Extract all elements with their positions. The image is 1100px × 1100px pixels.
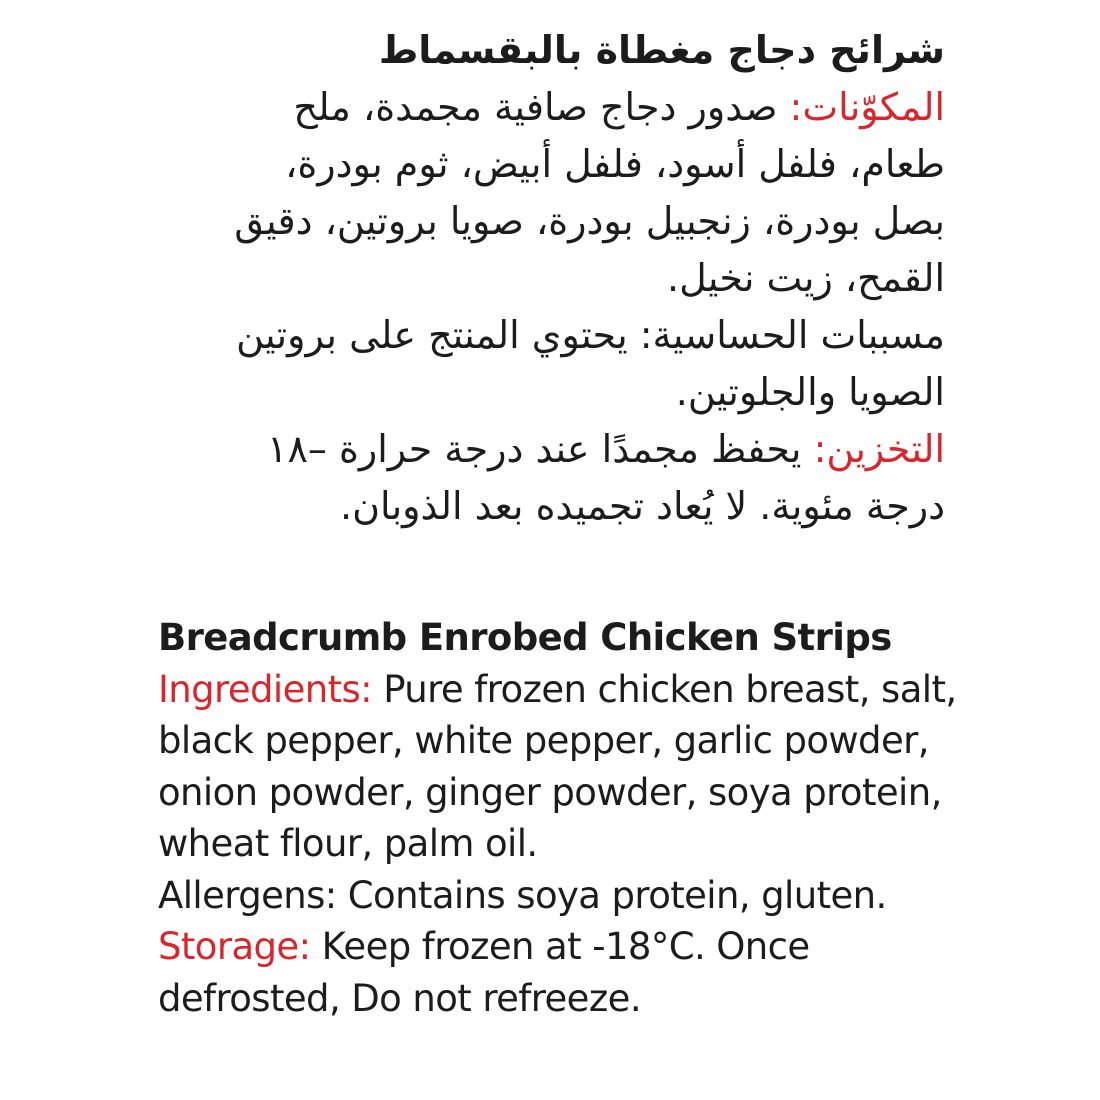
arabic-allergens-line-1: مسببات الحساسية: يحتوي المنتج على بروتين — [236, 313, 945, 357]
english-storage-line-2: defrosted, Do not refreeze. — [158, 976, 641, 1020]
english-storage-label: Storage: — [158, 925, 311, 968]
arabic-label-section — [160, 22, 945, 535]
english-ingredients-label: Ingredients: — [158, 667, 373, 711]
arabic-storage-line-1 — [160, 421, 945, 478]
arabic-ingredients-line-3: بصل بودرة، زنجبيل بودرة، صويا بروتين، دقيق — [234, 199, 945, 243]
arabic-ingredients-text-1: صدور دجاج صافية مجمدة، ملح — [293, 85, 790, 129]
arabic-allergens-line-2: الصويا والجلوتين. — [675, 370, 945, 414]
arabic-storage-label: التخزين: — [813, 427, 945, 471]
arabic-ingredients-line-4: القمح، زيت نخيل. — [667, 256, 945, 300]
english-storage-text-1: Keep frozen at -18°C. Once — [310, 925, 810, 968]
arabic-storage-line-2: درجة مئوية. لا يُعاد تجميده بعد الذوبان. — [340, 484, 945, 528]
english-ingredients-text-1: Pure frozen chicken breast, salt, — [372, 667, 957, 711]
english-ingredients-line-3: onion powder, ginger powder, soya protein, — [158, 770, 942, 814]
arabic-ingredients-label: المكوّنات: — [789, 85, 945, 129]
arabic-ingredients-line-1 — [160, 79, 945, 136]
arabic-ingredients-line-2: طعام، فلفل أسود، فلفل أبيض، ثوم بودرة، — [285, 142, 945, 186]
english-product-title: Breadcrumb Enrobed Chicken Strips — [158, 616, 892, 659]
english-ingredients-line-1 — [158, 664, 958, 716]
english-allergens-line: Allergens: Contains soya protein, gluten. — [158, 873, 887, 917]
english-ingredients-line-2: black pepper, white pepper, garlic powder, — [158, 719, 929, 762]
english-ingredients-line-4: wheat flour, palm oil. — [158, 822, 538, 865]
english-label-section — [158, 612, 958, 1024]
arabic-product-title: شرائح دجاج مغطاة بالبقسماط — [378, 28, 945, 72]
arabic-storage-text-1: يحفظ مجمدًا عند درجة حرارة –١٨ — [267, 427, 814, 471]
english-storage-line-1 — [158, 921, 958, 973]
